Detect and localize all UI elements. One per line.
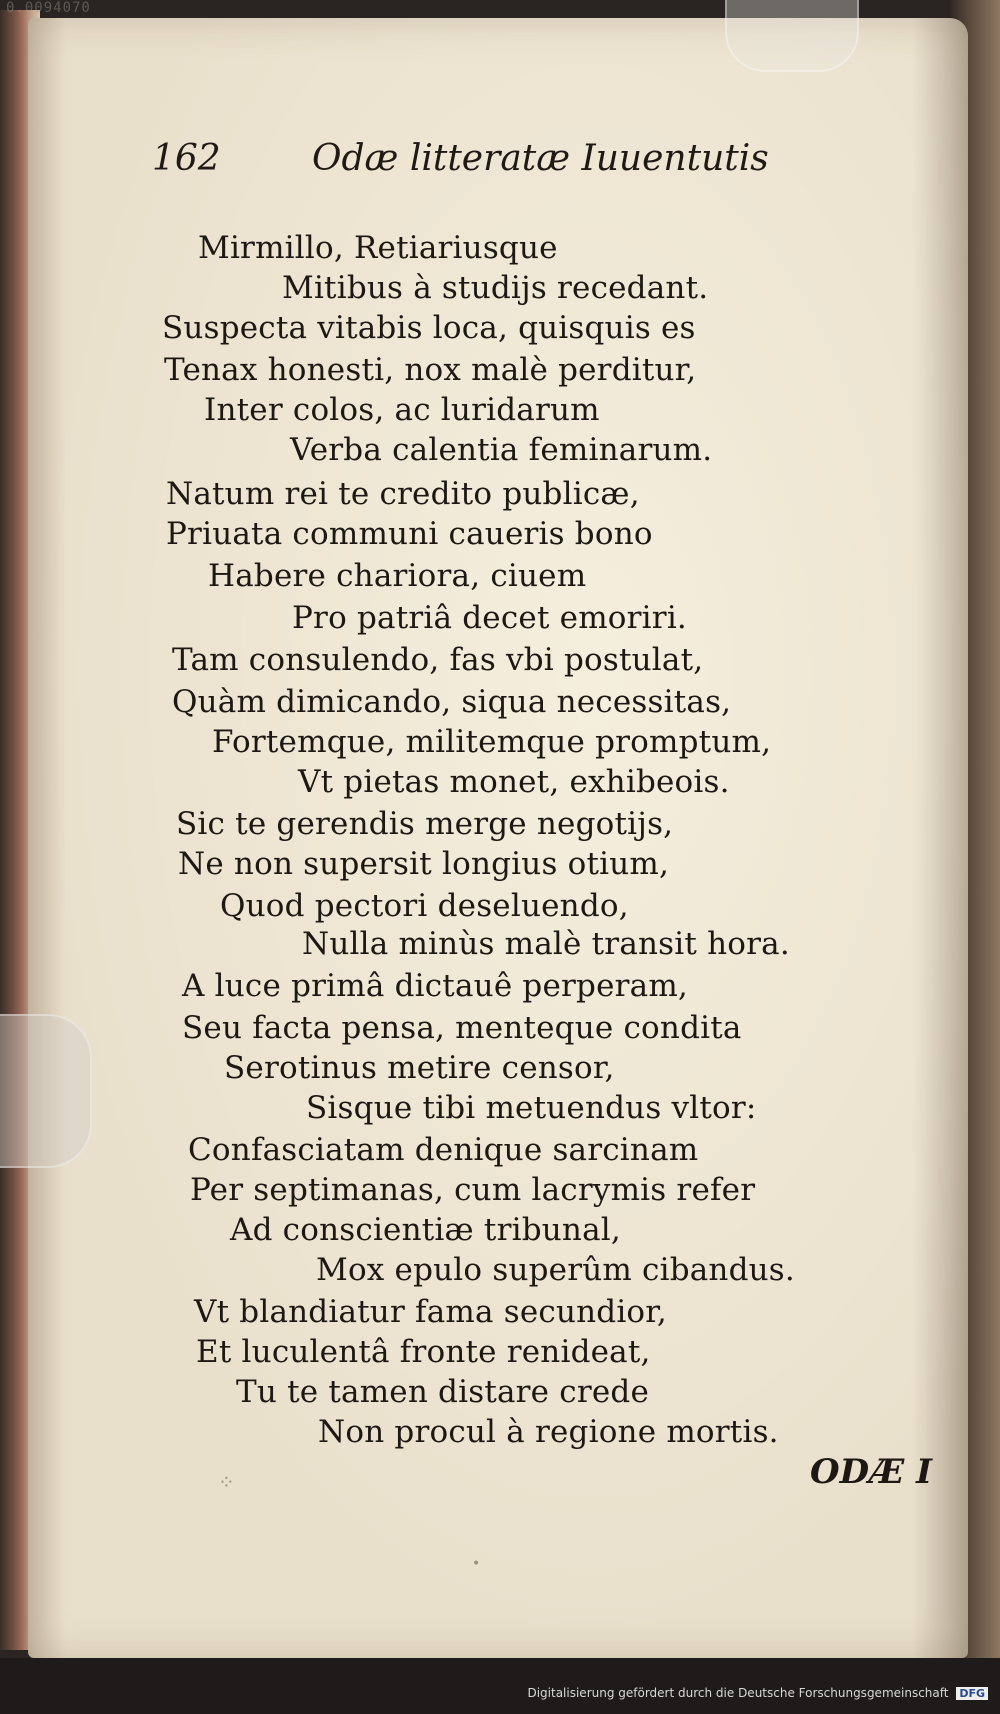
page-clip-left [0, 1014, 92, 1168]
verse-line: Vt blandiatur fama secundior, [194, 1294, 667, 1330]
verse-line: Non procul à regione mortis. [318, 1414, 779, 1450]
verse-line: Et luculentâ fronte renideat, [196, 1334, 651, 1370]
verse-line: Ne non supersit longius otium, [178, 846, 670, 882]
shelfmark-stamp: 0.0094070 [6, 0, 91, 16]
ink-smudge: ⁘ [218, 1470, 235, 1494]
verse-line: Inter colos, ac luridarum [204, 392, 600, 428]
verse-line: Sic te gerendis merge negotijs, [176, 806, 674, 842]
verse-line: Confasciatam denique sarcinam [188, 1132, 699, 1168]
verse-line: Priuata communi caueris bono [166, 516, 653, 552]
verse-line: Suspecta vitabis loca, quisquis es [162, 310, 696, 346]
running-title: Odæ litteratæ Iuuentutis [312, 138, 769, 179]
verse-line: Quàm dimicando, siqua necessitas, [172, 684, 732, 720]
verse-line: Quod pectori deseluendo, [220, 888, 629, 924]
running-head [152, 138, 792, 179]
verse-line: Per septimanas, cum lacrymis refer [190, 1172, 756, 1208]
verse-line: Serotinus metire censor, [224, 1050, 615, 1086]
page-clip-top [725, 0, 859, 72]
ink-dot: • [472, 1556, 481, 1572]
verse-line: Natum rei te credito publicæ, [166, 476, 640, 512]
digitization-credit [527, 1686, 988, 1700]
verse-line: Tu te tamen distare crede [236, 1374, 649, 1410]
verse-line: Seu facta pensa, menteque condita [182, 1010, 742, 1046]
verse-line: Habere chariora, ciuem [208, 558, 587, 594]
verse-line: Tam consulendo, fas vbi postulat, [172, 642, 704, 678]
dfg-logo: DFG [956, 1687, 988, 1700]
verse-line: Sisque tibi metuendus vltor: [306, 1090, 757, 1126]
footer-text: Digitalisierung gefördert durch die Deutsche Forschungsgemeinschaft [527, 1686, 949, 1700]
verse-line: Pro patriâ decet emoriri. [292, 600, 687, 636]
verse-line: Ad conscientiæ tribunal, [230, 1212, 621, 1248]
verse-line: Tenax honesti, nox malè perditur, [164, 352, 697, 388]
catchword: ODÆ I [810, 1452, 933, 1492]
verse-line: Mirmillo, Retiariusque [198, 230, 558, 266]
verse-line: Nulla minùs malè transit hora. [302, 926, 790, 962]
page-number: 162 [152, 138, 221, 179]
verse-line: Verba calentia feminarum. [290, 432, 713, 468]
verse-line: Mox epulo superûm cibandus. [316, 1252, 795, 1288]
verse-line: Mitibus à studijs recedant. [282, 270, 709, 306]
verse-line: A luce primâ dictauê perperam, [182, 968, 688, 1004]
verse-line: Fortemque, militemque promptum, [212, 724, 772, 760]
verse-line: Vt pietas monet, exhibeois. [298, 764, 730, 800]
